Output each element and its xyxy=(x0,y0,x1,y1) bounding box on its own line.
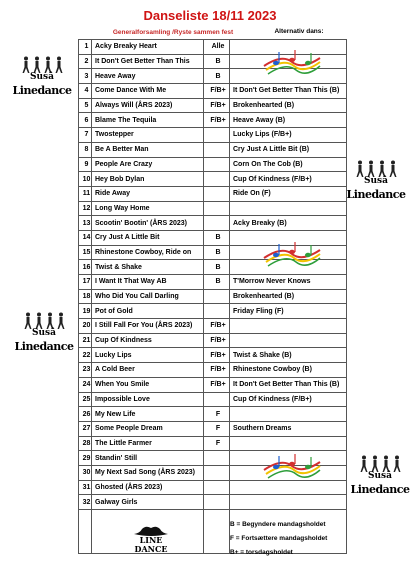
row-number: 29 xyxy=(79,451,92,466)
event-subtitle: Generalforsamling /Ryste sammen fest xyxy=(112,29,234,36)
legend-f: F = Fortsættere mandagsholdet xyxy=(230,535,328,542)
level-code: F xyxy=(204,421,230,436)
song-title: Come Dance With Me xyxy=(92,84,204,99)
table-row xyxy=(79,98,347,113)
alternative-dance xyxy=(230,333,347,348)
level-code xyxy=(204,172,230,187)
level-code: B xyxy=(204,245,230,260)
level-code: B xyxy=(204,54,230,69)
level-code: B xyxy=(204,260,230,275)
table-row xyxy=(79,289,347,304)
logo-top-text: Susâ xyxy=(368,471,392,481)
alternative-dance: Brokenhearted (B) xyxy=(230,289,347,304)
song-title: Rhinestone Cowboy, Ride on xyxy=(92,245,204,260)
music-notes-icon xyxy=(262,48,322,78)
level-code: B xyxy=(204,69,230,84)
level-code: B xyxy=(204,230,230,245)
song-title: Twostepper xyxy=(92,128,204,143)
table-row xyxy=(79,480,347,495)
row-number: 3 xyxy=(79,69,92,84)
row-number: 7 xyxy=(79,128,92,143)
row-number: 20 xyxy=(79,319,92,334)
song-title: It Don't Get Better Than This xyxy=(92,54,204,69)
song-title: Impossible Love xyxy=(92,392,204,407)
row-number: 24 xyxy=(79,377,92,392)
song-title: Cup Of Kindness xyxy=(92,333,204,348)
table-row xyxy=(79,304,347,319)
table-row xyxy=(79,421,347,436)
song-title: Ghosted (ÅRS 2023) xyxy=(92,480,204,495)
alternative-dance: It Don't Get Better Than This (B) xyxy=(230,377,347,392)
alternative-dance: Lucky Lips (F/B+) xyxy=(230,128,347,143)
alternative-dance: Twist & Shake (B) xyxy=(230,348,347,363)
level-code: F xyxy=(204,407,230,422)
alternative-dance: It Don't Get Better Than This (B) xyxy=(230,84,347,99)
table-row xyxy=(79,186,347,201)
song-title: Lucky Lips xyxy=(92,348,204,363)
row-number: 30 xyxy=(79,465,92,480)
table-row xyxy=(79,333,347,348)
level-code: F/B+ xyxy=(204,377,230,392)
page-title: Danseliste 18/11 2023 xyxy=(143,8,277,23)
row-number: 23 xyxy=(79,363,92,378)
song-title: Galway Girls xyxy=(92,495,204,510)
row-number: 12 xyxy=(79,201,92,216)
song-title: Be A Better Man xyxy=(92,142,204,157)
table-row xyxy=(79,392,347,407)
song-title: Standin' Still xyxy=(92,451,204,466)
table-row xyxy=(79,216,347,231)
table-row xyxy=(79,142,347,157)
alternatives-heading: Alternativ dans: xyxy=(274,28,324,35)
music-notes-icon xyxy=(262,452,322,482)
level-code xyxy=(204,142,230,157)
alternative-dance: Cup Of Kindness (F/B+) xyxy=(230,172,347,187)
row-number: 28 xyxy=(79,436,92,451)
level-code xyxy=(204,495,230,510)
song-title: Hey Bob Dylan xyxy=(92,172,204,187)
level-code: F/B+ xyxy=(204,98,230,113)
song-title: When You Smile xyxy=(92,377,204,392)
level-code: F/B+ xyxy=(204,363,230,378)
alternative-dance: Cup Of Kindness (F/B+) xyxy=(230,392,347,407)
song-title: A Cold Beer xyxy=(92,363,204,378)
level-code: F/B+ xyxy=(204,348,230,363)
song-title: Always Will (ÅRS 2023) xyxy=(92,98,204,113)
row-number: 31 xyxy=(79,480,92,495)
table-row xyxy=(79,113,347,128)
alternative-dance: Cry Just A Little Bit (B) xyxy=(230,142,347,157)
logo-word: Linedance xyxy=(14,340,74,353)
table-row xyxy=(79,436,347,451)
alternative-dance: Southern Dreams xyxy=(230,421,347,436)
level-code xyxy=(204,392,230,407)
level-code: F/B+ xyxy=(204,333,230,348)
table-row xyxy=(79,128,347,143)
level-legend xyxy=(230,518,327,560)
song-title: Who Did You Call Darling xyxy=(92,289,204,304)
level-code xyxy=(204,157,230,172)
row-number: 14 xyxy=(79,230,92,245)
level-code xyxy=(204,289,230,304)
legend-b: B = Begyndere mandagsholdet xyxy=(230,521,326,528)
row-number: 25 xyxy=(79,392,92,407)
table-row xyxy=(79,275,347,290)
club-logo xyxy=(346,160,406,208)
row-number: 10 xyxy=(79,172,92,187)
song-title: Cry Just A Little Bit xyxy=(92,230,204,245)
music-notes-icon xyxy=(262,240,322,270)
alternative-dance: Ride On (F) xyxy=(230,186,347,201)
song-title: The Little Farmer xyxy=(92,436,204,451)
table-row xyxy=(79,348,347,363)
row-number: 21 xyxy=(79,333,92,348)
song-title: I Want It That Way AB xyxy=(92,275,204,290)
level-code: F/B+ xyxy=(204,113,230,128)
row-number: 4 xyxy=(79,84,92,99)
level-code xyxy=(204,304,230,319)
level-code xyxy=(204,465,230,480)
row-number: 9 xyxy=(79,157,92,172)
table-row xyxy=(79,495,347,510)
song-title: Some People Dream xyxy=(92,421,204,436)
alternative-dance xyxy=(230,319,347,334)
row-number: 11 xyxy=(79,186,92,201)
song-title: My New Life xyxy=(92,407,204,422)
alternative-dance xyxy=(230,480,347,495)
alternative-dance: Heave Away (B) xyxy=(230,113,347,128)
song-title: I Still Fall For You (ÅRS 2023) xyxy=(92,319,204,334)
row-number: 17 xyxy=(79,275,92,290)
level-code xyxy=(204,128,230,143)
song-title: Acky Breaky Heart xyxy=(92,40,204,55)
row-number: 15 xyxy=(79,245,92,260)
logo-word: Linedance xyxy=(12,84,72,97)
table-row xyxy=(79,363,347,378)
alternative-dance: T'Morrow Never Knows xyxy=(230,275,347,290)
song-title: Heave Away xyxy=(92,69,204,84)
alternative-dance: Acky Breaky (B) xyxy=(230,216,347,231)
alternative-dance: Friday Fling (F) xyxy=(230,304,347,319)
level-code xyxy=(204,451,230,466)
level-code: Alle xyxy=(204,40,230,55)
level-code xyxy=(204,216,230,231)
logo-top-text: Susâ xyxy=(30,72,54,82)
table-row xyxy=(79,157,347,172)
row-number: 8 xyxy=(79,142,92,157)
level-code xyxy=(204,201,230,216)
song-title: My Next Sad Song (ÅRS 2023) xyxy=(92,465,204,480)
song-title: Twist & Shake xyxy=(92,260,204,275)
row-number: 32 xyxy=(79,495,92,510)
table-row xyxy=(79,319,347,334)
table-row xyxy=(79,407,347,422)
logo-top-text: Susâ xyxy=(364,176,388,186)
alternative-dance xyxy=(230,495,347,510)
row-number: 5 xyxy=(79,98,92,113)
line-dance-logo-line1: LINE xyxy=(139,535,163,545)
alternative-dance: Brokenhearted (B) xyxy=(230,98,347,113)
song-title: People Are Crazy xyxy=(92,157,204,172)
song-title: Ride Away xyxy=(92,186,204,201)
row-number: 1 xyxy=(79,40,92,55)
song-title: Pot of Gold xyxy=(92,304,204,319)
level-code: F xyxy=(204,436,230,451)
row-number: 18 xyxy=(79,289,92,304)
alternative-dance: Corn On The Cob (B) xyxy=(230,157,347,172)
table-row xyxy=(79,172,347,187)
line-dance-logo-line2: DANCE xyxy=(134,544,168,554)
row-number: 16 xyxy=(79,260,92,275)
row-number: 13 xyxy=(79,216,92,231)
row-number: 26 xyxy=(79,407,92,422)
logo-word: Linedance xyxy=(350,483,410,496)
level-code: F/B+ xyxy=(204,84,230,99)
club-logo xyxy=(350,455,410,503)
table-row xyxy=(79,201,347,216)
table-row xyxy=(79,84,347,99)
line-dance-logo xyxy=(128,525,174,555)
level-code xyxy=(204,480,230,495)
song-title: Blame The Tequila xyxy=(92,113,204,128)
level-code: F/B+ xyxy=(204,319,230,334)
legend-bplus: B+ = torsdagsholdet xyxy=(230,549,293,556)
club-logo xyxy=(12,56,72,104)
row-number: 22 xyxy=(79,348,92,363)
alternative-dance xyxy=(230,201,347,216)
row-number: 27 xyxy=(79,421,92,436)
table-row xyxy=(79,377,347,392)
club-logo xyxy=(14,312,74,360)
alternative-dance: Rhinestone Cowboy (B) xyxy=(230,363,347,378)
row-number: 2 xyxy=(79,54,92,69)
level-code: B xyxy=(204,275,230,290)
row-number: 19 xyxy=(79,304,92,319)
song-title: Scootin' Bootin' (ÅRS 2023) xyxy=(92,216,204,231)
row-number: 6 xyxy=(79,113,92,128)
alternative-dance xyxy=(230,436,347,451)
logo-top-text: Susâ xyxy=(32,328,56,338)
song-title: Long Way Home xyxy=(92,201,204,216)
logo-word: Linedance xyxy=(346,188,406,201)
level-code xyxy=(204,186,230,201)
alternative-dance xyxy=(230,407,347,422)
